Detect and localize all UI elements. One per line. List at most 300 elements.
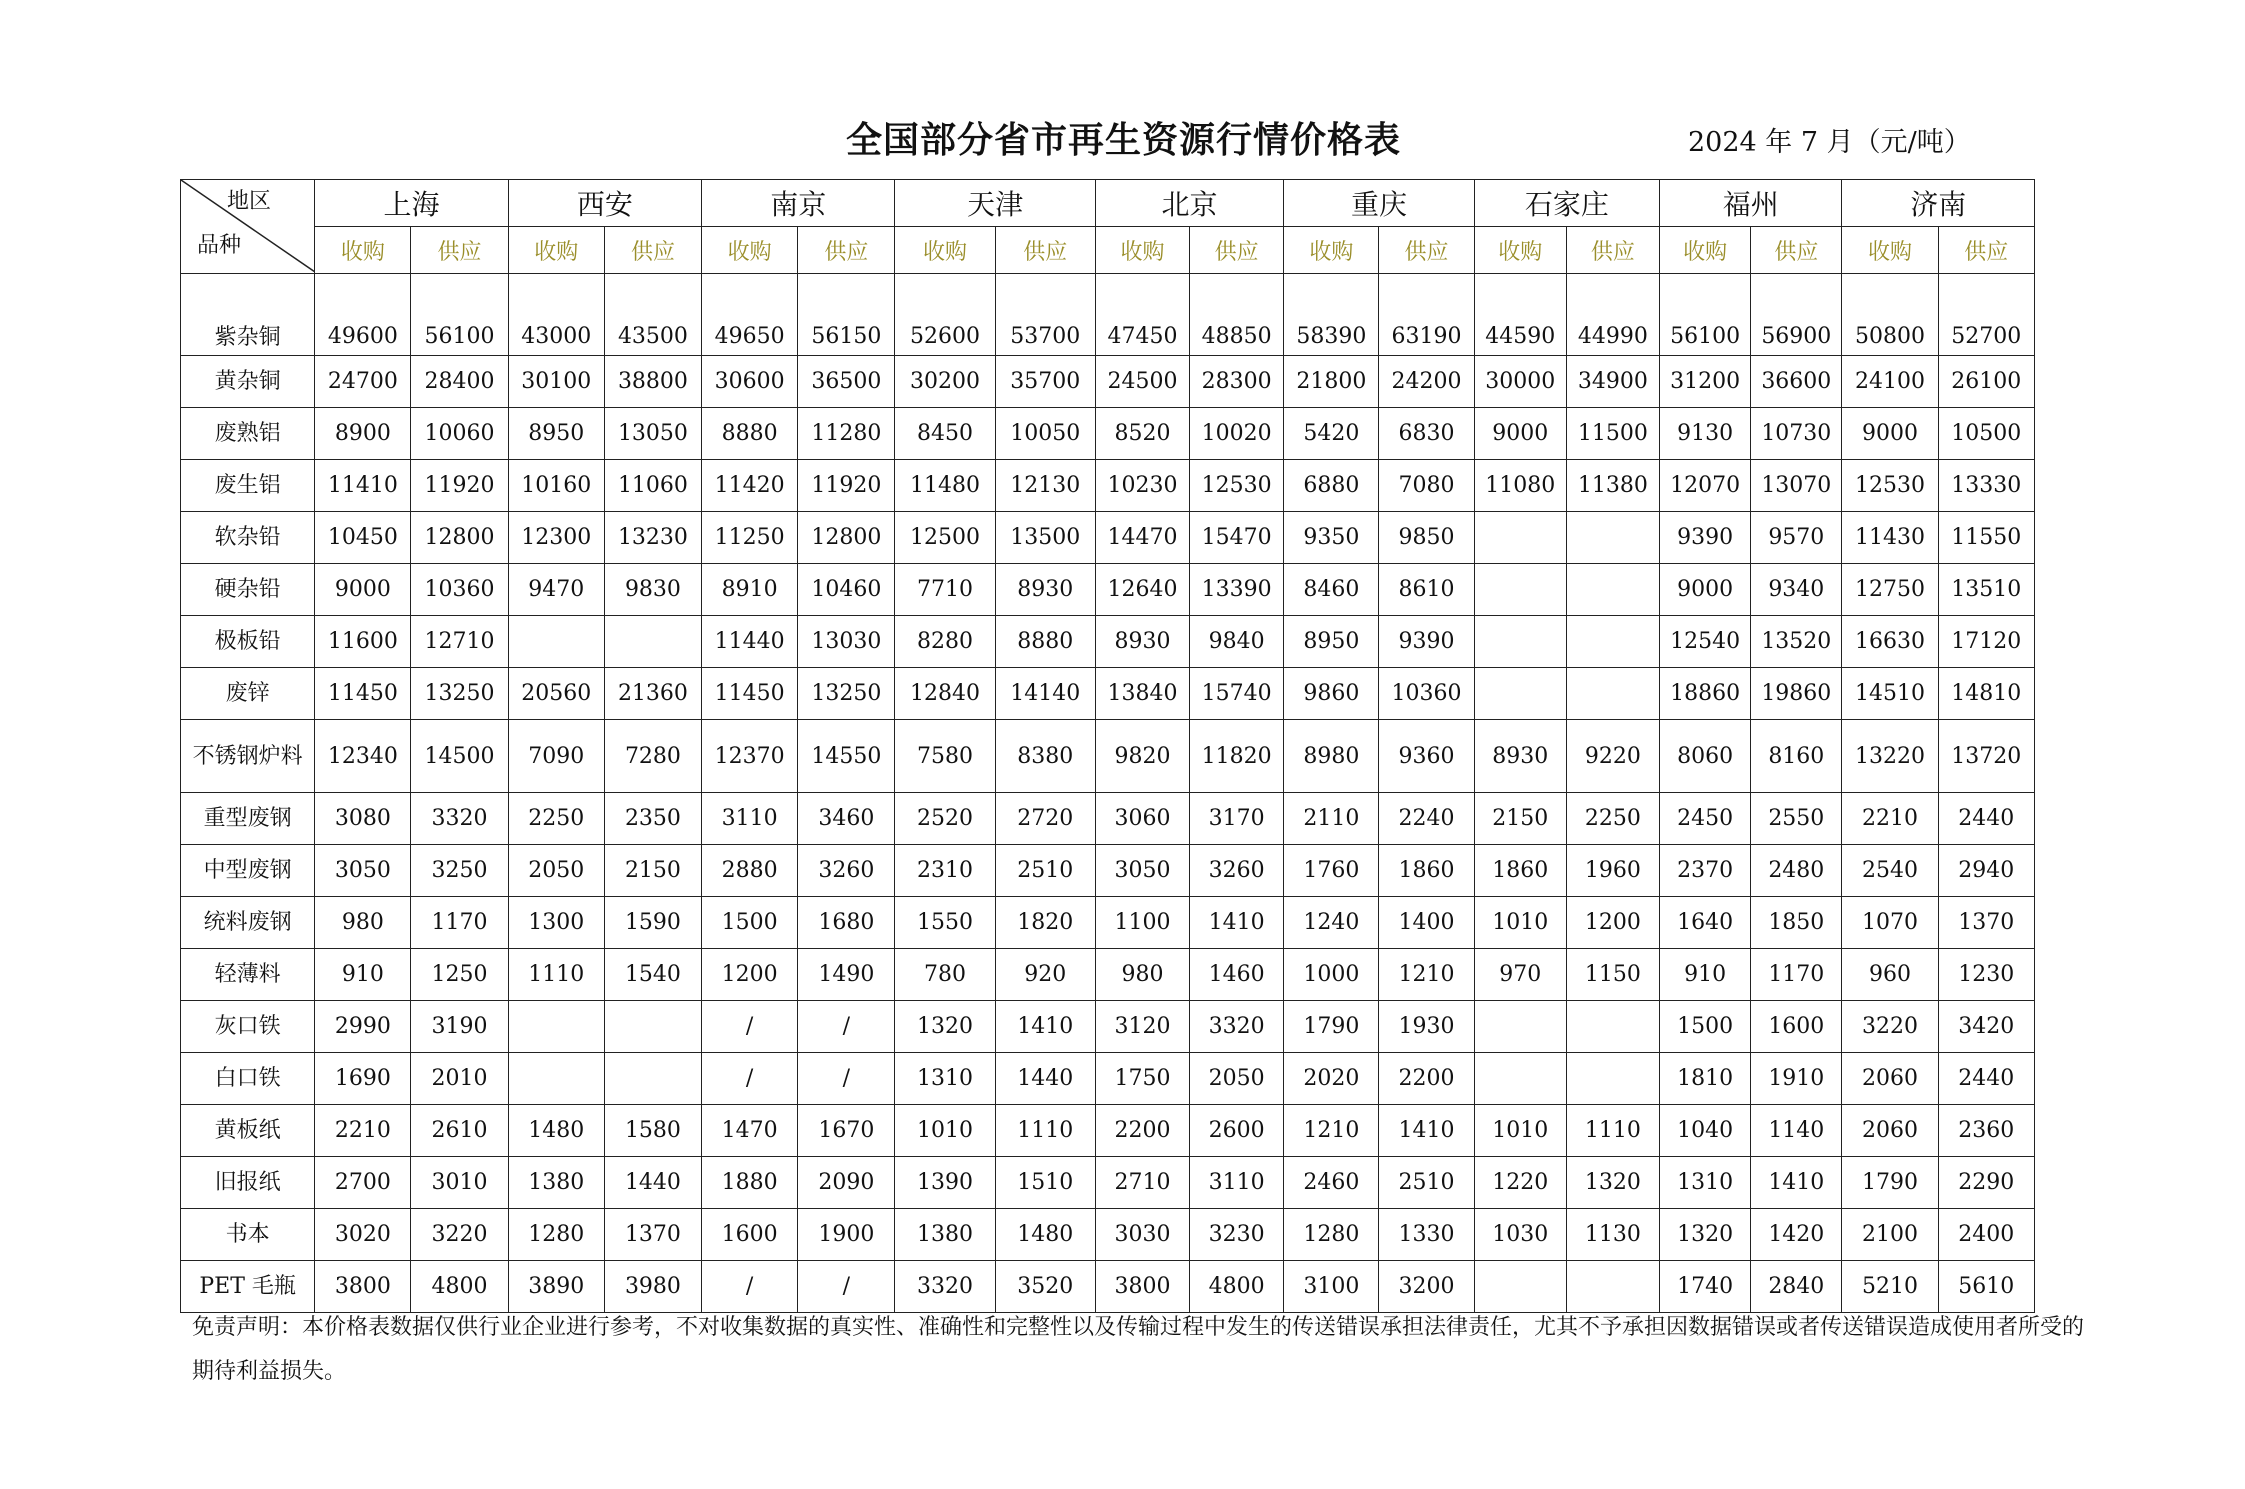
price-cell: 3200	[1379, 1261, 1474, 1313]
table-row	[181, 720, 2035, 793]
item-name: 不锈钢炉料	[181, 720, 315, 793]
price-table	[180, 179, 2035, 1313]
price-cell: 31200	[1660, 356, 1751, 408]
price-cell: 2050	[508, 845, 604, 897]
price-cell: 8380	[995, 720, 1095, 793]
price-cell: 56150	[798, 274, 895, 356]
price-cell: 30000	[1474, 356, 1566, 408]
price-cell: 34900	[1566, 356, 1659, 408]
price-cell: 1030	[1474, 1209, 1566, 1261]
price-cell: 6830	[1379, 408, 1474, 460]
price-cell: 12640	[1095, 564, 1189, 616]
price-cell: 9000	[1842, 408, 1938, 460]
price-cell: 1070	[1842, 897, 1938, 949]
price-cell: 1690	[315, 1053, 411, 1105]
price-cell: 5610	[1938, 1261, 2034, 1313]
price-cell: 2460	[1284, 1157, 1379, 1209]
table-row	[181, 274, 2035, 356]
price-cell: 13510	[1938, 564, 2034, 616]
item-name: 硬杂铅	[181, 564, 315, 616]
price-cell: 1310	[1660, 1157, 1751, 1209]
price-cell: 3320	[1190, 1001, 1284, 1053]
corner-region-label: 地区	[227, 189, 272, 214]
price-cell: 13250	[411, 668, 508, 720]
price-cell: /	[798, 1001, 895, 1053]
price-cell: 12530	[1842, 460, 1938, 512]
price-cell: 1480	[508, 1105, 604, 1157]
price-cell: 3320	[411, 793, 508, 845]
price-cell: 2450	[1660, 793, 1751, 845]
price-cell: 9390	[1379, 616, 1474, 668]
price-cell: 2290	[1938, 1157, 2034, 1209]
price-cell: 58390	[1284, 274, 1379, 356]
price-cell: 3260	[1190, 845, 1284, 897]
buy-header: 收购	[315, 227, 411, 274]
price-cell: 8980	[1284, 720, 1379, 793]
price-cell: 3800	[1095, 1261, 1189, 1313]
price-cell: 10360	[1379, 668, 1474, 720]
price-cell: 1410	[1379, 1105, 1474, 1157]
price-cell: 1170	[1751, 949, 1842, 1001]
price-cell: 10160	[508, 460, 604, 512]
price-cell: 2210	[315, 1105, 411, 1157]
price-cell	[1566, 616, 1659, 668]
price-cell: 1440	[604, 1157, 701, 1209]
price-cell: 1320	[1566, 1157, 1659, 1209]
price-cell: 9220	[1566, 720, 1659, 793]
price-cell: 1320	[895, 1001, 995, 1053]
price-cell: 3230	[1190, 1209, 1284, 1261]
price-cell: 2400	[1938, 1209, 2034, 1261]
item-name: 旧报纸	[181, 1157, 315, 1209]
price-cell: 1110	[995, 1105, 1095, 1157]
price-cell: 1400	[1379, 897, 1474, 949]
table-row	[181, 564, 2035, 616]
price-cell: 43500	[604, 274, 701, 356]
table-row	[181, 408, 2035, 460]
price-cell: 3800	[315, 1261, 411, 1313]
price-cell: 2440	[1938, 793, 2034, 845]
price-cell: 2540	[1842, 845, 1938, 897]
price-cell: 10230	[1095, 460, 1189, 512]
price-cell: 56100	[411, 274, 508, 356]
price-cell: 1900	[798, 1209, 895, 1261]
price-cell: 2510	[1379, 1157, 1474, 1209]
price-cell: 1460	[1190, 949, 1284, 1001]
price-cell: 4800	[1190, 1261, 1284, 1313]
item-name: 废生铝	[181, 460, 315, 512]
price-cell: 10460	[798, 564, 895, 616]
price-cell: 1740	[1660, 1261, 1751, 1313]
price-cell: /	[798, 1053, 895, 1105]
price-cell: 12530	[1190, 460, 1284, 512]
price-cell: 24700	[315, 356, 411, 408]
price-cell	[1566, 1261, 1659, 1313]
price-cell: 3520	[995, 1261, 1095, 1313]
price-cell: 1540	[604, 949, 701, 1001]
price-cell: 2720	[995, 793, 1095, 845]
page-title: 全国部分省市再生资源行情价格表	[846, 120, 1402, 161]
price-cell: 2880	[702, 845, 798, 897]
price-cell: 7080	[1379, 460, 1474, 512]
buy-header: 收购	[1660, 227, 1751, 274]
price-cell: 1280	[508, 1209, 604, 1261]
price-cell: /	[798, 1261, 895, 1313]
price-cell: 52700	[1938, 274, 2034, 356]
price-cell: 11450	[702, 668, 798, 720]
price-cell	[508, 1053, 604, 1105]
price-cell: 1600	[702, 1209, 798, 1261]
price-cell: 9360	[1379, 720, 1474, 793]
city-header: 济南	[1842, 180, 2035, 227]
price-cell: 3110	[702, 793, 798, 845]
price-cell: 1440	[995, 1053, 1095, 1105]
price-cell: /	[702, 1261, 798, 1313]
price-cell: 3010	[411, 1157, 508, 1209]
price-cell: 8950	[1284, 616, 1379, 668]
price-cell: /	[702, 1001, 798, 1053]
price-cell: 7090	[508, 720, 604, 793]
price-cell: 12300	[508, 512, 604, 564]
price-cell: 12130	[995, 460, 1095, 512]
price-cell: 8930	[995, 564, 1095, 616]
price-cell: 1330	[1379, 1209, 1474, 1261]
price-cell: 1250	[411, 949, 508, 1001]
price-cell: 1470	[702, 1105, 798, 1157]
table-row	[181, 793, 2035, 845]
price-cell: 8160	[1751, 720, 1842, 793]
price-cell: 1300	[508, 897, 604, 949]
price-cell: 8910	[702, 564, 798, 616]
price-cell: 2060	[1842, 1053, 1938, 1105]
price-cell: 3050	[1095, 845, 1189, 897]
price-cell: 2360	[1938, 1105, 2034, 1157]
price-cell: 1140	[1751, 1105, 1842, 1157]
price-cell: 3110	[1190, 1157, 1284, 1209]
price-cell: 1320	[1660, 1209, 1751, 1261]
price-cell: 8930	[1095, 616, 1189, 668]
table-row	[181, 1261, 2035, 1313]
table-row	[181, 460, 2035, 512]
price-cell: 28400	[411, 356, 508, 408]
price-cell: 2250	[508, 793, 604, 845]
price-cell: 14140	[995, 668, 1095, 720]
price-cell: 8900	[315, 408, 411, 460]
price-cell: 13230	[604, 512, 701, 564]
item-name: 紫杂铜	[181, 274, 315, 356]
price-cell: 11440	[702, 616, 798, 668]
price-cell: 1410	[1190, 897, 1284, 949]
price-cell: 21360	[604, 668, 701, 720]
price-cell: 9570	[1751, 512, 1842, 564]
price-cell: 2020	[1284, 1053, 1379, 1105]
price-cell: 960	[1842, 949, 1938, 1001]
price-cell: 1850	[1751, 897, 1842, 949]
item-name: 黄杂铜	[181, 356, 315, 408]
corner-item-label: 品种	[197, 233, 242, 258]
city-header: 天津	[895, 180, 1095, 227]
price-cell: 2440	[1938, 1053, 2034, 1105]
price-cell: 13330	[1938, 460, 2034, 512]
price-cell: 30600	[702, 356, 798, 408]
price-cell: 2010	[411, 1053, 508, 1105]
price-cell: 3050	[315, 845, 411, 897]
supply-header: 供应	[604, 227, 701, 274]
price-cell: 2990	[315, 1001, 411, 1053]
price-cell: 1820	[995, 897, 1095, 949]
price-cell: 10360	[411, 564, 508, 616]
supply-header: 供应	[995, 227, 1095, 274]
price-cell: 1880	[702, 1157, 798, 1209]
price-cell: 12070	[1660, 460, 1751, 512]
price-cell: 9830	[604, 564, 701, 616]
price-cell: 1410	[1751, 1157, 1842, 1209]
price-cell: 8880	[702, 408, 798, 460]
buy-header: 收购	[895, 227, 995, 274]
price-cell: 1420	[1751, 1209, 1842, 1261]
price-cell: 1680	[798, 897, 895, 949]
price-cell: 16630	[1842, 616, 1938, 668]
price-cell: 8520	[1095, 408, 1189, 460]
price-cell: 7580	[895, 720, 995, 793]
price-cell: 11420	[702, 460, 798, 512]
price-cell: 8930	[1474, 720, 1566, 793]
price-cell: 2840	[1751, 1261, 1842, 1313]
price-cell: 3190	[411, 1001, 508, 1053]
price-cell: 3260	[798, 845, 895, 897]
price-cell: 920	[995, 949, 1095, 1001]
supply-header: 供应	[1379, 227, 1474, 274]
price-cell: 24200	[1379, 356, 1474, 408]
price-cell: 3890	[508, 1261, 604, 1313]
price-cell: 13500	[995, 512, 1095, 564]
price-cell: 12800	[798, 512, 895, 564]
price-cell: 44990	[1566, 274, 1659, 356]
price-cell	[1566, 564, 1659, 616]
price-cell: 8460	[1284, 564, 1379, 616]
price-cell: 2090	[798, 1157, 895, 1209]
price-cell	[1474, 616, 1566, 668]
item-name: PET 毛瓶	[181, 1261, 315, 1313]
price-cell: 1640	[1660, 897, 1751, 949]
price-cell: 11820	[1190, 720, 1284, 793]
price-cell: 43000	[508, 274, 604, 356]
price-cell: 10060	[411, 408, 508, 460]
price-cell: 10500	[1938, 408, 2034, 460]
price-cell: 12710	[411, 616, 508, 668]
price-cell	[1474, 1053, 1566, 1105]
price-cell: 10450	[315, 512, 411, 564]
item-name: 统料废钢	[181, 897, 315, 949]
price-cell: 3120	[1095, 1001, 1189, 1053]
table-row	[181, 668, 2035, 720]
price-cell: 2250	[1566, 793, 1659, 845]
item-name: 重型废钢	[181, 793, 315, 845]
price-cell	[1474, 668, 1566, 720]
price-cell: 1670	[798, 1105, 895, 1157]
price-cell	[1566, 1001, 1659, 1053]
price-cell	[1474, 564, 1566, 616]
price-cell: 8280	[895, 616, 995, 668]
price-cell: 8880	[995, 616, 1095, 668]
price-cell: 1790	[1842, 1157, 1938, 1209]
price-cell: 1790	[1284, 1001, 1379, 1053]
table-row	[181, 1157, 2035, 1209]
item-name: 废熟铝	[181, 408, 315, 460]
price-cell: 1100	[1095, 897, 1189, 949]
price-cell: 9000	[315, 564, 411, 616]
supply-header: 供应	[798, 227, 895, 274]
price-cell: 11480	[895, 460, 995, 512]
price-cell: 2370	[1660, 845, 1751, 897]
price-cell: 20560	[508, 668, 604, 720]
city-header: 福州	[1660, 180, 1842, 227]
item-name: 中型废钢	[181, 845, 315, 897]
price-cell: 13220	[1842, 720, 1938, 793]
price-cell: 1410	[995, 1001, 1095, 1053]
price-cell: 15740	[1190, 668, 1284, 720]
city-header: 上海	[315, 180, 508, 227]
price-cell	[1474, 512, 1566, 564]
price-cell: 11250	[702, 512, 798, 564]
price-cell: 14810	[1938, 668, 2034, 720]
price-cell: 30200	[895, 356, 995, 408]
price-cell: 1000	[1284, 949, 1379, 1001]
price-cell: 2550	[1751, 793, 1842, 845]
price-cell: 980	[315, 897, 411, 949]
buy-header: 收购	[1284, 227, 1379, 274]
city-header: 西安	[508, 180, 701, 227]
table-row	[181, 1209, 2035, 1261]
price-cell: 9390	[1660, 512, 1751, 564]
buy-header: 收购	[1474, 227, 1566, 274]
price-cell: 48850	[1190, 274, 1284, 356]
city-header: 南京	[702, 180, 895, 227]
item-name: 极板铅	[181, 616, 315, 668]
price-cell: 1390	[895, 1157, 995, 1209]
price-cell: 1500	[1660, 1001, 1751, 1053]
price-cell: 10730	[1751, 408, 1842, 460]
price-cell: 13520	[1751, 616, 1842, 668]
price-cell: 12750	[1842, 564, 1938, 616]
price-cell: 11500	[1566, 408, 1659, 460]
price-cell: 13720	[1938, 720, 2034, 793]
price-cell: 10020	[1190, 408, 1284, 460]
table-row	[181, 512, 2035, 564]
price-cell: 9130	[1660, 408, 1751, 460]
price-cell: 1110	[508, 949, 604, 1001]
price-cell	[1474, 1261, 1566, 1313]
price-cell: 44590	[1474, 274, 1566, 356]
price-cell: 9840	[1190, 616, 1284, 668]
price-cell: 8060	[1660, 720, 1751, 793]
price-cell: 52600	[895, 274, 995, 356]
price-cell: 3460	[798, 793, 895, 845]
price-cell	[604, 1053, 701, 1105]
price-cell: 9850	[1379, 512, 1474, 564]
price-cell: 1490	[798, 949, 895, 1001]
price-cell: 1310	[895, 1053, 995, 1105]
price-cell: 2110	[1284, 793, 1379, 845]
price-cell	[508, 616, 604, 668]
price-cell: 2520	[895, 793, 995, 845]
price-cell: 3100	[1284, 1261, 1379, 1313]
price-cell: 1960	[1566, 845, 1659, 897]
table-row	[181, 356, 2035, 408]
item-name: 白口铁	[181, 1053, 315, 1105]
price-cell: 1150	[1566, 949, 1659, 1001]
price-cell: 49650	[702, 274, 798, 356]
item-name: 书本	[181, 1209, 315, 1261]
price-cell: 1280	[1284, 1209, 1379, 1261]
price-cell: 970	[1474, 949, 1566, 1001]
price-cell: 24500	[1095, 356, 1189, 408]
item-name: 废锌	[181, 668, 315, 720]
item-name: 灰口铁	[181, 1001, 315, 1053]
price-cell: 11060	[604, 460, 701, 512]
price-cell: 910	[1660, 949, 1751, 1001]
price-cell: 15470	[1190, 512, 1284, 564]
price-cell: 9470	[508, 564, 604, 616]
price-cell: 9340	[1751, 564, 1842, 616]
item-name: 软杂铅	[181, 512, 315, 564]
price-cell: 1810	[1660, 1053, 1751, 1105]
price-cell: 24100	[1842, 356, 1938, 408]
price-cell: 49600	[315, 274, 411, 356]
price-cell: 2150	[1474, 793, 1566, 845]
price-cell	[1474, 1001, 1566, 1053]
price-cell: 1110	[1566, 1105, 1659, 1157]
price-cell: 910	[315, 949, 411, 1001]
buy-header: 收购	[1095, 227, 1189, 274]
price-cell: 63190	[1379, 274, 1474, 356]
price-cell: 1230	[1938, 949, 2034, 1001]
price-cell: /	[702, 1053, 798, 1105]
price-cell: 13840	[1095, 668, 1189, 720]
price-cell: 11920	[798, 460, 895, 512]
price-cell: 2050	[1190, 1053, 1284, 1105]
price-cell: 2150	[604, 845, 701, 897]
price-cell: 1380	[508, 1157, 604, 1209]
price-cell: 2310	[895, 845, 995, 897]
price-cell: 1380	[895, 1209, 995, 1261]
price-cell	[1566, 512, 1659, 564]
price-cell: 18860	[1660, 668, 1751, 720]
price-cell: 36600	[1751, 356, 1842, 408]
price-cell: 3320	[895, 1261, 995, 1313]
price-cell: 11410	[315, 460, 411, 512]
disclaimer-text: 免责声明：本价格表数据仅供行业企业进行参考，不对收集数据的真实性、准确性和完整性以及传输过程中发生的传送错误承担法律责任，尤其不予承担因数据错误或者传送错误造成使用者所受的期待利益损失。	[192, 1315, 2085, 1384]
price-cell: 2940	[1938, 845, 2034, 897]
price-cell: 14510	[1842, 668, 1938, 720]
supply-header: 供应	[1190, 227, 1284, 274]
price-cell: 10050	[995, 408, 1095, 460]
price-cell: 1760	[1284, 845, 1379, 897]
price-cell: 12370	[702, 720, 798, 793]
price-cell: 14470	[1095, 512, 1189, 564]
table-row	[181, 1105, 2035, 1157]
city-header: 石家庄	[1474, 180, 1659, 227]
price-cell: 56100	[1660, 274, 1751, 356]
price-cell: 50800	[1842, 274, 1938, 356]
price-cell: 11600	[315, 616, 411, 668]
price-cell: 21800	[1284, 356, 1379, 408]
price-cell: 1930	[1379, 1001, 1474, 1053]
price-cell: 3980	[604, 1261, 701, 1313]
price-cell: 12500	[895, 512, 995, 564]
price-cell: 1480	[995, 1209, 1095, 1261]
price-cell: 1550	[895, 897, 995, 949]
